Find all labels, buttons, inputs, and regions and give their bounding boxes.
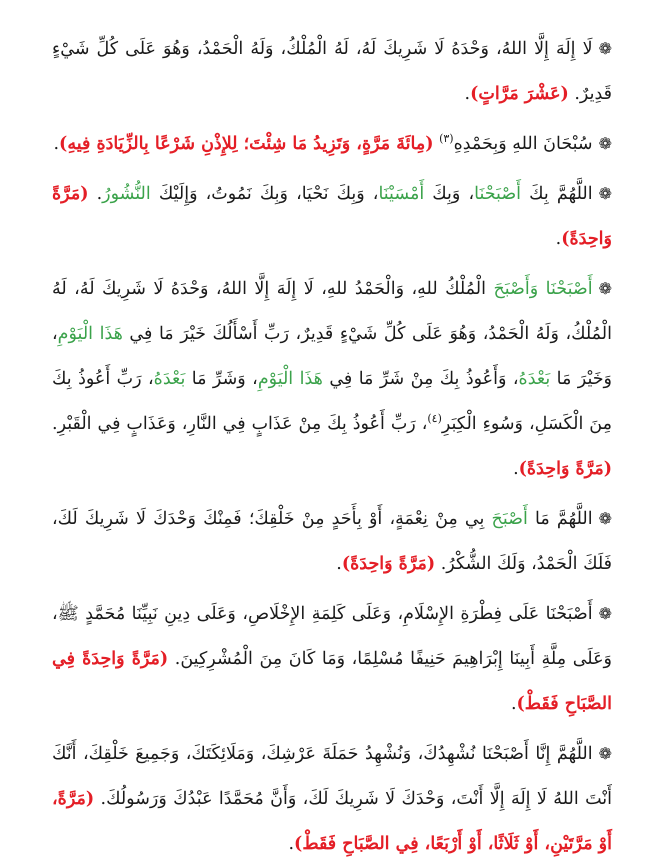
dhikr-text: ، وَخَيْرَ مَا xyxy=(52,324,613,389)
dhikr-paragraph-asbahna xyxy=(52,266,612,492)
dhikr-paragraph-tahlil xyxy=(52,26,612,117)
dhikr-text: . xyxy=(88,184,103,204)
dhikr-text: . xyxy=(464,84,471,104)
dhikr-paragraph-allahumma-bika xyxy=(52,171,612,262)
dhikr-text: اللَّهُمَّ بِكَ xyxy=(521,184,593,204)
dhikr-text: ، رَبِّ أَعُوذُ بِكَ مِنَ الْكَسَلِ، وَسُوءِ الْكِبَرِ xyxy=(52,369,612,434)
star-bullet-icon: ❁ xyxy=(598,184,612,203)
star-bullet-icon: ❁ xyxy=(598,39,612,58)
dhikr-text: . xyxy=(510,694,517,714)
dhikr-text: ، وَبِكَ xyxy=(424,184,475,204)
highlighted-word: أَصْبَحْنَا وَأَصْبَحَ xyxy=(493,279,593,299)
highlighted-word: أَصْبَحَ xyxy=(491,509,528,529)
repetition-count: (مَرَّةً وَاحِدَةً) xyxy=(518,459,612,479)
dhikr-text: أَصْبَحْنَا عَلَى فِطْرَةِ الإِسْلَامِ، وَعَلَى كَلِمَةِ الإِخْلَاصِ، وَعَلَى دِينِ نَبِيِّنَا مُحَمَّدٍ ﷺ، وَعَلَى مِلَّةِ أَبِينَا إِبْرَاهِيمَ حَنِيفًا مُسْلِمًا، وَمَا كَانَ مِنَ الْمُشْرِكِينَ. xyxy=(52,604,612,669)
repetition-count: (عَشْرَ مَرَّاتٍ) xyxy=(470,84,569,104)
star-bullet-icon: ❁ xyxy=(598,744,612,763)
dhikr-text: . xyxy=(288,834,295,854)
dhikr-paragraph-ma-asbaha xyxy=(52,496,612,587)
highlighted-word: هَذَا الْيَوْمِ xyxy=(257,369,323,389)
dhikr-text: . xyxy=(53,134,60,154)
dhikr-paragraph-fitrah xyxy=(52,591,612,727)
highlighted-word: النُّشُورُ xyxy=(102,184,151,204)
highlighted-word: بَعْدَهُ xyxy=(518,369,551,389)
dhikr-paragraph-tasbih xyxy=(52,121,612,167)
footnote-marker: (٣) xyxy=(439,132,454,146)
highlighted-word: أَصْبَحْنَا xyxy=(474,184,522,204)
dhikr-text: بِي مِنْ نِعْمَةٍ، أَوْ بِأَحَدٍ مِنْ خَلْقِكَ؛ فَمِنْكَ وَحْدَكَ لَا شَرِيكَ لَكَ، فَلَكَ الْحَمْدُ، وَلَكَ الشُّكْرُ. xyxy=(52,509,612,574)
star-bullet-icon: ❁ xyxy=(598,134,612,153)
dhikr-text: ، وَشَرِّ مَا xyxy=(185,369,258,389)
dhikr-text: . xyxy=(555,229,562,249)
dhikr-text: لَا إِلَهَ إِلَّا اللهُ، وَحْدَهُ لَا شَرِيكَ لَهُ، لَهُ الْمُلْكُ، وَلَهُ الْحَمْدُ، وَهُوَ عَلَى كُلِّ شَيْءٍ قَدِيرٌ. xyxy=(52,39,612,104)
dhikr-text: . xyxy=(513,459,519,479)
star-bullet-icon: ❁ xyxy=(598,279,612,298)
dhikr-text: سُبْحَانَ اللهِ وَبِحَمْدِهِ xyxy=(453,134,593,154)
highlighted-word: بَعْدَهُ xyxy=(153,369,186,389)
repetition-count: (مَرَّةً وَاحِدَةً) xyxy=(341,554,436,574)
star-bullet-icon: ❁ xyxy=(598,509,612,528)
dhikr-text: اللَّهُمَّ إِنَّا أَصْبَحْنَا نُشْهِدُكَ، وَنُشْهِدُ حَمَلَةَ عَرْشِكَ، وَمَلَائِكَتَكَ، وَجَمِيعَ خَلْقِكَ، أَنَّكَ أَنْتَ اللهُ لَا إِلَهَ إِلَّا أَنْتَ، وَحْدَكَ لَا شَرِيكَ لَكَ، وَأَنَّ مُحَمَّدًا عَبْدُكَ وَرَسُولُكَ. xyxy=(52,744,612,809)
dhikr-paragraph-ushhiduka xyxy=(52,731,612,867)
repetition-count: (مَرَّةً، أَوْ مَرَّتَيْنِ، أَوْ ثَلَاثًا، أَوْ أَرْبَعًا، فِي الصَّبَاحِ فَقَطْ) xyxy=(52,789,612,854)
highlighted-word: هَذَا الْيَوْمِ xyxy=(57,324,123,344)
star-bullet-icon: ❁ xyxy=(598,604,612,623)
dhikr-text: ، رَبِّ أَعُوذُ بِكَ مِنْ عَذَابٍ فِي النَّارِ، وَعَذَابٍ فِي الْقَبْرِ. xyxy=(52,414,428,434)
dhikr-text: الْمُلْكُ للهِ، وَالْحَمْدُ للهِ، لَا إِلَهَ إِلَّا اللهُ، وَحْدَهُ لَا شَرِيكَ لَهُ، لَهُ الْمُلْكُ، وَلَهُ الْحَمْدُ، وَهُوَ عَلَى كُلِّ شَيْءٍ قَدِيرٌ، رَبِّ أَسْأَلُكَ خَيْرَ مَا فِي xyxy=(52,279,612,344)
dhikr-text: اللَّهُمَّ مَا xyxy=(527,509,593,529)
dhikr-text: . xyxy=(336,554,342,574)
dhikr-text: ، وَأَعُوذُ بِكَ مِنْ شَرِّ مَا فِي xyxy=(322,369,519,389)
repetition-count: (مَرَّةً وَاحِدَةً فِي الصَّبَاحِ فَقَطْ) xyxy=(52,649,612,714)
dhikr-text: ، وَبِكَ نَحْيَا، وَبِكَ نَمُوتُ، وَإِلَيْكَ xyxy=(150,184,379,204)
repetition-count: (مَرَّةً وَاحِدَةً) xyxy=(52,184,612,249)
repetition-count: (مِائَةَ مَرَّةٍ، وَتَزِيدُ مَا شِئْتَ؛ لِلإِذْنِ شَرْعًا بِالزِّيَادَةِ فِيهِ) xyxy=(59,134,434,154)
footnote-marker: (٤) xyxy=(427,412,442,426)
highlighted-word: أَمْسَيْنَا xyxy=(378,184,425,204)
